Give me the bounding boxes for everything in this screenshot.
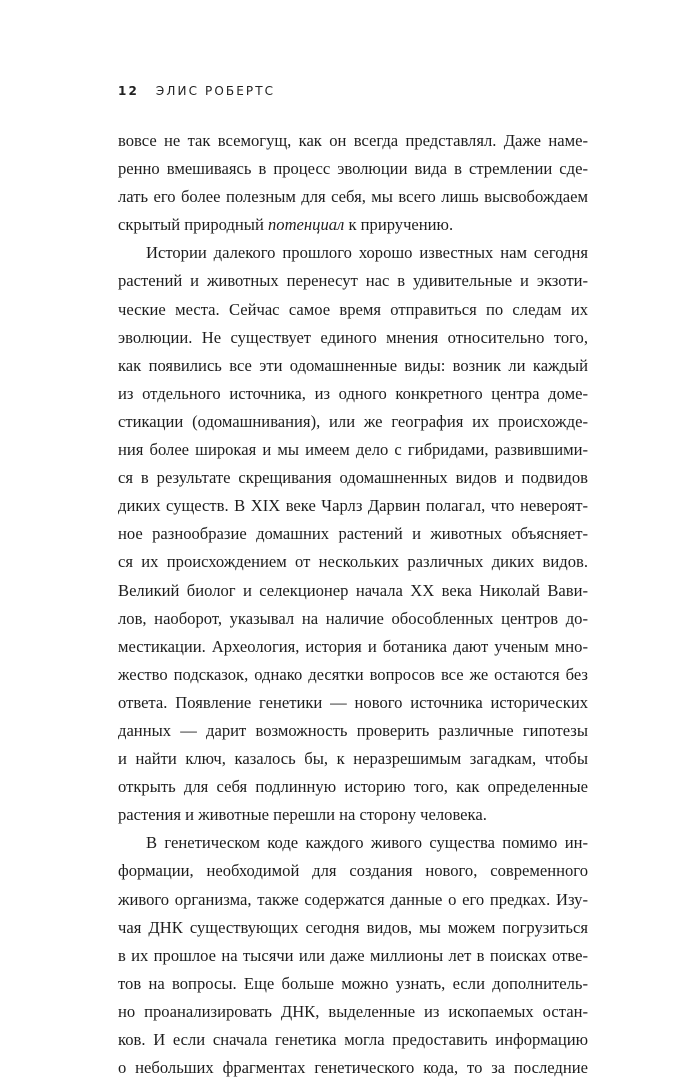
text-line: растения и животные перешли на сторону человека.: [118, 805, 487, 825]
text-line: данных — дарит возможность проверить различные гипотезы: [118, 720, 588, 740]
text-line: ся в результате скрещивания одомашненных видов и подвидов: [118, 468, 588, 488]
text-line: ренно вмешиваясь в процесс эволюции вида в стремлении сде-: [118, 159, 588, 179]
text-line: ся их происхождением от нескольких различных диких видов.: [118, 552, 588, 572]
text-line: ния более широкая и мы имеем дело с гибридами, развившими-: [118, 440, 588, 460]
text-line: но проанализировать ДНК, выделенные из ископаемых остан-: [118, 1001, 588, 1021]
text-line: из отдельного источника, из одного конкретного центра доме-: [118, 383, 588, 403]
paragraph: [118, 127, 588, 239]
paragraph: [118, 829, 588, 1082]
text-line: лать его более полезным для себя, мы всего лишь высвобождаем: [118, 187, 588, 207]
paragraph: [118, 239, 588, 829]
text-line: о небольших фрагментах генетического кода, то за последние: [118, 1058, 588, 1078]
running-header: [118, 84, 275, 98]
running-head-author: ЭЛИС РОБЕРТС: [155, 84, 276, 98]
text-line: жество подсказок, однако десятки вопросов все же остаются без: [118, 664, 588, 684]
text-line: чая ДНК существующих сегодня видов, мы можем погрузиться: [118, 917, 588, 937]
text-line: эволюции. Не существует единого мнения относительно того,: [118, 327, 588, 347]
text-line: тов на вопросы. Еще больше можно узнать, если дополнитель-: [118, 973, 588, 993]
page-number: 12: [118, 84, 139, 98]
text-line: в их прошлое на тысячи или даже миллионы лет в поисках отве-: [118, 945, 588, 965]
text-line: формации, необходимой для создания нового, современного: [118, 861, 588, 881]
text-line: открыть для себя подлинную историю того, как определенные: [118, 777, 588, 797]
text-line: как появились все эти одомашненные виды: возник ли каждый: [118, 355, 588, 375]
text-line: лов, наоборот, указывал на наличие обособленных центров до-: [118, 608, 588, 628]
text-line: стикации (одомашнивания), или же география их происхожде-: [118, 411, 588, 431]
emphasis: потенциал: [267, 215, 345, 235]
text-line: В генетическом коде каждого живого существа помимо ин-: [146, 833, 588, 853]
text-line: вовсе не так всемогущ, как он всегда представлял. Даже наме-: [118, 131, 588, 150]
text-line: ков. И если сначала генетика могла предоставить информацию: [118, 1030, 588, 1049]
body-text: [118, 127, 588, 1082]
text-line: ответа. Появление генетики — нового источника исторических: [118, 692, 588, 712]
text-line: живого организма, также содержатся данные о его предках. Изу-: [118, 889, 588, 909]
text-line: растений и животных перенесут нас в удивительные и экзоти-: [118, 271, 588, 291]
text-line: скрытый природный потенциал к приручению.: [118, 215, 454, 235]
text-line: ное разнообразие домашних растений и животных объясняет-: [118, 524, 588, 544]
text-line: Истории далекого прошлого хорошо известных нам сегодня: [146, 243, 588, 263]
text-line: Великий биолог и селекционер начала XX века Николай Вави-: [118, 580, 588, 600]
text-line: местикации. Археология, история и ботаника дают ученым мно-: [118, 636, 588, 656]
text-line: ческие места. Сейчас самое время отправиться по следам их: [118, 299, 588, 319]
text-line: и найти ключ, казалось бы, к неразрешимым загадкам, чтобы: [118, 749, 588, 769]
text-line: диких существ. В XIX веке Чарлз Дарвин полагал, что невероят-: [118, 496, 588, 516]
